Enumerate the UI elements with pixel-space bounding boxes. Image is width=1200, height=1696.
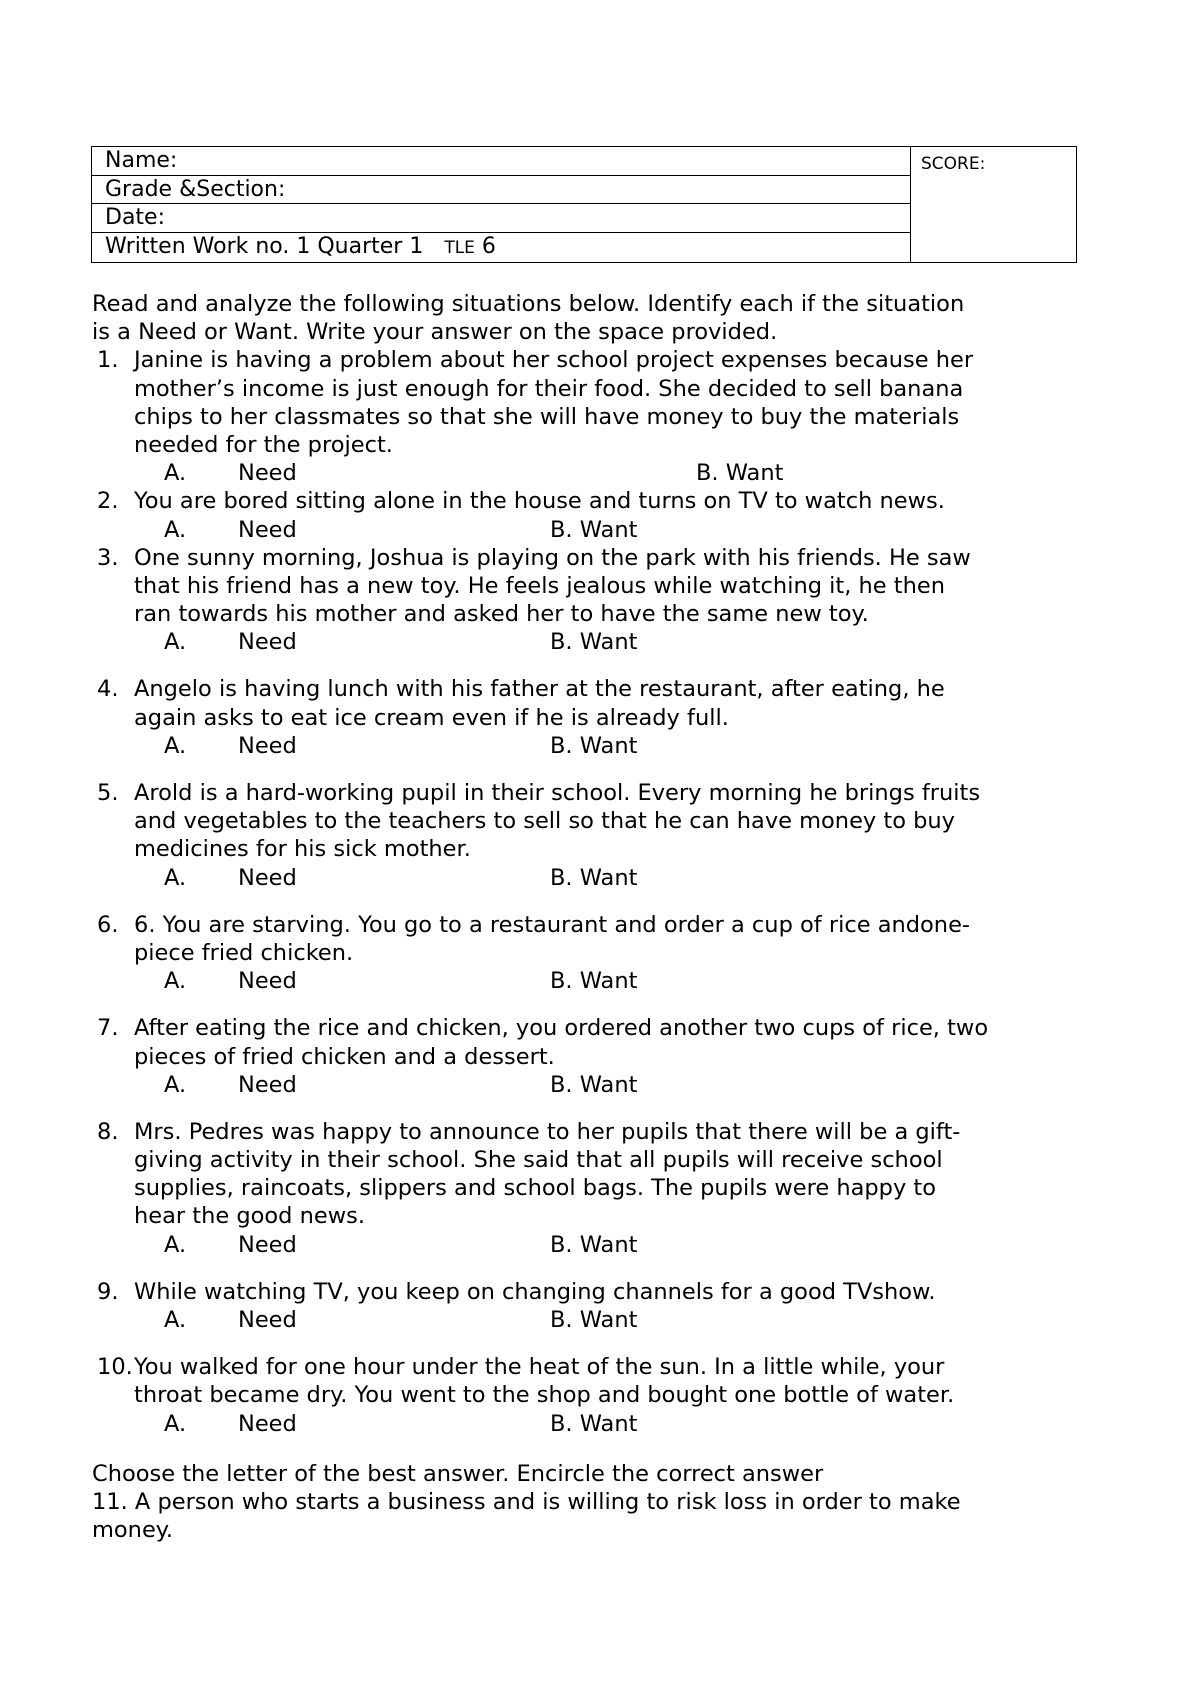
question-text: giving activity in their school. She said that all pupils will receive school (134, 1147, 943, 1174)
question-11-text: 11. A person who starts a business and is willing to risk loss in order to make (92, 1488, 961, 1515)
question-text: While watching TV, you keep on changing channels for a good TVshow. (134, 1278, 936, 1305)
choice-b[interactable]: B. Want (550, 864, 638, 891)
choice-b[interactable]: B. Want (550, 1071, 638, 1098)
question-text: You are bored sitting alone in the house and turns on TV to watch news. (134, 488, 945, 515)
question-text: and vegetables to the teachers to sell so that he can have money to buy (134, 808, 955, 835)
choice-b[interactable]: B. Want (550, 516, 638, 543)
date-field (92, 204, 911, 233)
choice-b[interactable]: B. Want (550, 1307, 638, 1333)
choice-a-letter[interactable]: A. (164, 1071, 187, 1098)
choice-a-text[interactable]: Need (238, 1410, 297, 1437)
choice-a-letter[interactable]: A. (164, 864, 187, 891)
question-7 (92, 1014, 1072, 1099)
answer-choices (134, 967, 1072, 995)
question-8 (92, 1118, 1072, 1259)
choice-b[interactable]: B. Want (550, 1231, 638, 1258)
question-number: 2. (97, 488, 119, 515)
name-label: Name: (105, 147, 178, 173)
header-table (91, 146, 1077, 263)
question-text: You walked for one hour under the heat of the sun. In a little while, your (134, 1354, 945, 1381)
question-text: pieces of fried chicken and a dessert. (134, 1043, 555, 1070)
choice-a-letter[interactable]: A. (164, 1231, 187, 1258)
answer-choices (134, 628, 1072, 656)
answer-choices (134, 1306, 1072, 1334)
instruction-line: Read and analyze the following situations below. Identify each if the situation (92, 291, 965, 317)
question-text: Arold is a hard-working pupil in their school. Every morning he brings fruits (134, 780, 981, 806)
choice-a-text[interactable]: Need (238, 864, 297, 891)
question-text: again asks to eat ice cream even if he is already full. (134, 704, 729, 731)
question-number: 7. (97, 1015, 119, 1042)
choice-a-text[interactable]: Need (238, 516, 297, 543)
worksheet-body (92, 290, 1072, 1544)
choice-a-letter[interactable]: A. (164, 460, 187, 487)
question-text: Janine is having a problem about her school project expenses because her (134, 347, 974, 374)
question-number: 8. (97, 1118, 119, 1145)
question-text: supplies, raincoats, slippers and school bags. The pupils were happy to (134, 1175, 937, 1202)
grade-section-field (92, 175, 911, 204)
question-text: that his friend has a new toy. He feels jealous while watching it, he then (134, 572, 945, 599)
choice-b[interactable]: B. Want (550, 732, 638, 759)
question-6 (92, 911, 1072, 996)
choice-a-text[interactable]: Need (238, 968, 297, 995)
question-number: 9. (97, 1278, 119, 1305)
choice-a-letter[interactable]: A. (164, 1410, 187, 1437)
question-11-text: money. (92, 1517, 174, 1544)
subject-label: TLE (444, 238, 475, 259)
choice-a-letter[interactable]: A. (164, 1307, 187, 1333)
question-number: 4. (97, 676, 119, 703)
score-box (911, 147, 1077, 263)
question-text: hear the good news. (134, 1203, 365, 1230)
question-5 (92, 779, 1072, 892)
answer-choices (134, 516, 1072, 544)
choice-a-text[interactable]: Need (238, 460, 297, 487)
choice-a-letter[interactable]: A. (164, 516, 187, 543)
written-work-label: Written Work no. 1 Quarter 1 (105, 234, 424, 260)
question-4 (92, 675, 1072, 760)
question-number: 5. (97, 780, 119, 806)
question-10 (92, 1353, 1072, 1438)
question-1 (92, 346, 1072, 487)
choice-b[interactable]: B. Want (696, 460, 784, 487)
question-number: 1. (97, 347, 119, 374)
question-text: mother’s income is just enough for their food. She decided to sell banana (134, 375, 964, 402)
grade-number: 6 (481, 234, 496, 260)
question-text: Mrs. Pedres was happy to announce to her pupils that there will be a gift- (134, 1118, 961, 1145)
choice-a-text[interactable]: Need (238, 1307, 297, 1333)
date-label: Date: (105, 205, 165, 231)
question-text: chips to her classmates so that she will have money to buy the materials (134, 403, 960, 430)
choice-b[interactable]: B. Want (550, 1410, 638, 1437)
question-number: 10. (97, 1354, 133, 1381)
question-text: throat became dry. You went to the shop and bought one bottle of water. (134, 1382, 955, 1409)
question-number: 6. (97, 911, 119, 938)
choice-a-letter[interactable]: A. (164, 629, 187, 656)
choice-a-letter[interactable]: A. (164, 732, 187, 759)
question-9 (92, 1278, 1072, 1334)
question-2 (92, 487, 1072, 543)
question-text: needed for the project. (134, 431, 393, 458)
answer-choices (134, 459, 1072, 487)
grade-section-label: Grade &Section: (105, 176, 286, 202)
answer-choices (134, 1231, 1072, 1259)
part-two (92, 1460, 1072, 1545)
question-text: 6. You are starving. You go to a restaurant and order a cup of rice andone- (134, 911, 971, 938)
instructions (92, 290, 1072, 346)
choice-a-letter[interactable]: A. (164, 968, 187, 995)
question-text: Angelo is having lunch with his father at the restaurant, after eating, he (134, 676, 945, 703)
question-text: piece fried chicken. (134, 939, 354, 966)
answer-choices (134, 1410, 1072, 1438)
choice-b[interactable]: B. Want (550, 629, 638, 656)
choice-a-text[interactable]: Need (238, 629, 297, 656)
answer-choices (134, 864, 1072, 892)
question-3 (92, 544, 1072, 657)
written-work-field (92, 233, 911, 263)
instruction-line: is a Need or Want. Write your answer on the space provided. (92, 319, 778, 346)
name-field (92, 147, 911, 176)
answer-choices (134, 1071, 1072, 1099)
question-text: ran towards his mother and asked her to have the same new toy. (134, 601, 869, 628)
choice-a-text[interactable]: Need (238, 1071, 297, 1098)
question-text: One sunny morning, Joshua is playing on the park with his friends. He saw (134, 544, 971, 571)
question-text: medicines for his sick mother. (134, 836, 471, 863)
answer-choices (134, 732, 1072, 760)
part-two-instruction: Choose the letter of the best answer. Encircle the correct answer (92, 1460, 824, 1487)
question-text: After eating the rice and chicken, you ordered another two cups of rice, two (134, 1015, 989, 1042)
question-number: 3. (97, 544, 119, 571)
choice-a-text[interactable]: Need (238, 1231, 297, 1258)
choice-b[interactable]: B. Want (550, 968, 638, 995)
choice-a-text[interactable]: Need (238, 732, 297, 759)
score-label: SCORE: (921, 154, 986, 174)
